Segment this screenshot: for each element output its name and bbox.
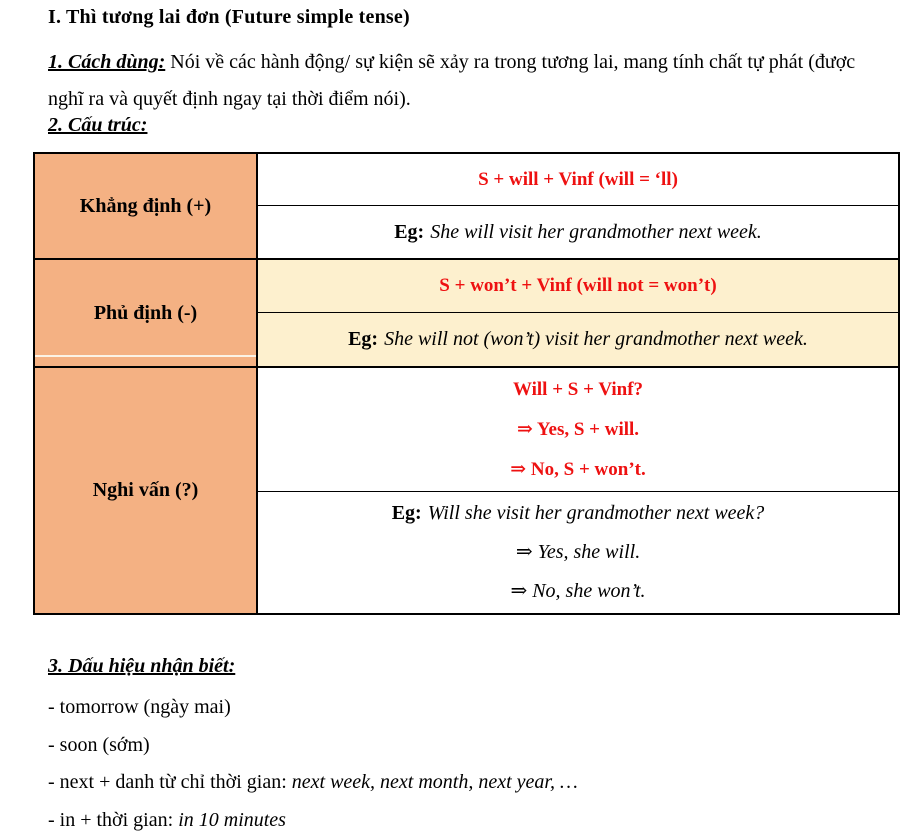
affirmative-example [258, 206, 898, 260]
interrogative-example [258, 492, 898, 613]
negative-example [258, 313, 898, 368]
formula-line: ⇒ Yes, S + will. [516, 418, 640, 440]
affirmative-formula: S + will + Vinf (will = ‘ll) [258, 154, 898, 206]
structure-heading: 2. Cấu trúc: [48, 114, 148, 136]
eg-label: Eg: [394, 220, 425, 243]
signals-list [48, 689, 893, 839]
formula-line: Will + S + Vinf? [512, 378, 644, 400]
formula-line: ⇒ No, S + won’t. [510, 458, 646, 480]
structure-table [33, 152, 900, 615]
example-text: She will visit her grandmother next week. [430, 220, 762, 243]
table-row-label-negative: Phủ định (-) [35, 260, 258, 368]
signal-item-next: - next + danh từ chỉ thời gian: next week, next month, next year, … [48, 771, 578, 793]
eg-label: Eg: [391, 502, 422, 524]
example-text: Will she visit her grandmother next week? [427, 502, 765, 524]
example-text: She will not (won’t) visit her grandmother next week. [384, 328, 808, 350]
answer-line: ⇒ Yes, she will. [515, 541, 641, 563]
usage-paragraph [48, 44, 893, 118]
signal-item-soon: - soon (sớm) [48, 733, 150, 756]
page-title: I. Thì tương lai đơn (Future simple tense) [48, 6, 410, 28]
usage-text: Nói về các hành động/ sự kiện sẽ xảy ra trong tương lai, mang tính chất tự phát (được nghĩ ra và quyết định ngay tại thời điểm nói). [48, 51, 856, 110]
negative-formula: S + won’t + Vinf (will not = won’t) [258, 260, 898, 313]
eg-label: Eg: [348, 328, 379, 350]
signals-heading: 3. Dấu hiệu nhận biết: [48, 655, 236, 677]
usage-heading: 1. Cách dùng: [48, 51, 166, 73]
table-row-label-affirmative: Khẳng định (+) [35, 154, 258, 260]
signal-item-in: - in + thời gian: in 10 minutes [48, 808, 286, 831]
answer-line: ⇒ No, she won’t. [510, 580, 646, 602]
signal-item-tomorrow: - tomorrow (ngày mai) [48, 696, 231, 718]
interrogative-formula [258, 368, 898, 492]
table-row-label-interrogative: Nghi vấn (?) [35, 368, 258, 613]
